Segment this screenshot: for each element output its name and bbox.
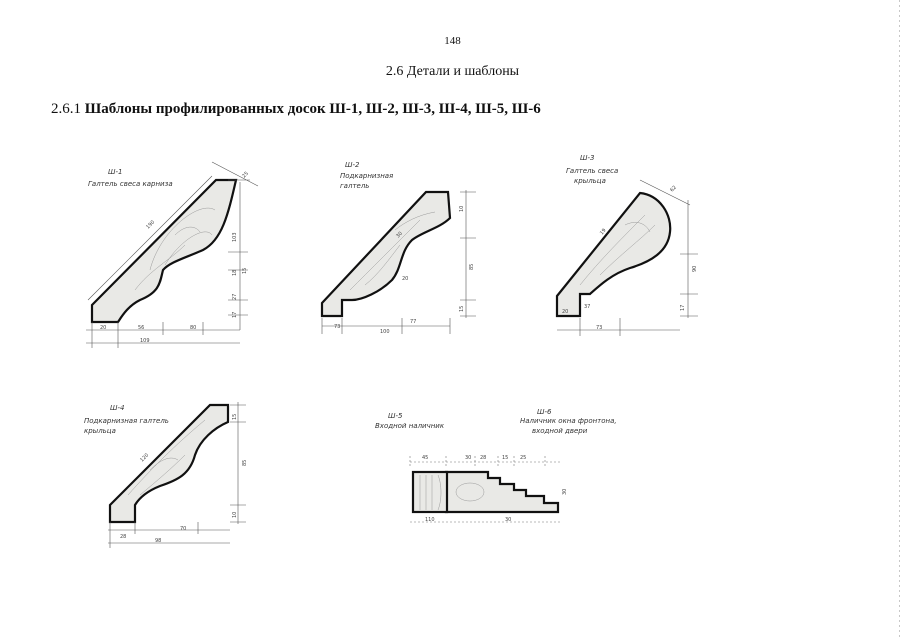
template-sh3-caption-line2: крыльца (574, 177, 606, 185)
dim-label: 28 (120, 534, 127, 540)
dim-label: 190 (145, 219, 157, 231)
dim-label: 10 (459, 205, 465, 212)
template-sh1-id: Ш-1 (108, 168, 123, 176)
template-sh3 (557, 154, 698, 336)
template-sh1-profile (92, 180, 236, 322)
dim-label: 73 (334, 324, 341, 330)
dim-label: 85 (242, 459, 248, 466)
dim-label: 30 (395, 230, 404, 240)
dim-label: 17 (680, 304, 686, 311)
dim-label: 70 (180, 526, 187, 532)
dim-label: 37 (584, 304, 591, 310)
dim-label: 90 (692, 265, 698, 272)
dim-label: 20 (402, 276, 409, 282)
dim-label: 15 (242, 267, 248, 274)
dim-label: 20 (100, 325, 107, 331)
dim-label: 25 (520, 455, 527, 461)
dim-label: 10 (232, 511, 238, 518)
dim-label: 77 (410, 319, 417, 325)
dim-label: 27 (232, 293, 238, 300)
template-sh1-caption: Галтель свеса карниза (88, 180, 173, 188)
template-sh2-caption-line2: галтель (340, 182, 370, 190)
template-sh3-id: Ш-3 (580, 154, 595, 162)
dim-label: 110 (425, 517, 435, 523)
template-sh2 (322, 161, 476, 335)
dim-label: 30 (465, 455, 472, 461)
dim-label: 17 (232, 311, 238, 318)
template-sh1 (86, 162, 258, 348)
template-sh6-caption-line1: Наличник окна фронтона, (520, 417, 617, 425)
template-sh6-caption-line2: входной двери (532, 427, 588, 435)
template-sh5-profile (413, 472, 447, 512)
dim-label: 73 (596, 325, 603, 331)
dim-label: 85 (469, 263, 475, 270)
template-sh3-profile (557, 193, 670, 316)
subsection-title: Шаблоны профилированных досок Ш-1, Ш-2, Ш-3, Ш-4, Ш-5, Ш-6 (84, 101, 541, 117)
template-sh6-profile (446, 472, 558, 512)
dim-label: 30 (505, 517, 512, 523)
subsection-number: 2.6.1 (51, 101, 81, 117)
template-sh5-caption: Входной наличник (375, 422, 445, 430)
template-sh6-id: Ш-6 (537, 408, 552, 416)
template-sh4-id: Ш-4 (110, 404, 125, 412)
template-sh4-caption-line2: крыльца (84, 427, 116, 435)
template-sh2-caption-line1: Подкарнизная (340, 172, 394, 180)
dim-label: 15 (459, 305, 465, 312)
dim-label: 80 (190, 325, 197, 331)
dim-label: 30 (562, 488, 568, 495)
template-sh5-sh6 (375, 408, 617, 523)
template-sh2-id: Ш-2 (345, 161, 360, 169)
template-sh4-caption-line1: Подкарнизная галтель (84, 417, 169, 425)
dim-label: 103 (232, 232, 238, 242)
dim-label: 98 (155, 538, 162, 544)
template-sh4 (84, 402, 248, 548)
dim-label: 19 (598, 227, 608, 237)
dim-label: 100 (380, 329, 390, 335)
template-sh5-id: Ш-5 (388, 412, 403, 420)
dim-label: 28 (480, 455, 487, 461)
page-number: 148 (444, 35, 461, 47)
dim-label: 25 (241, 170, 250, 180)
template-sh3-caption-line1: Галтель свеса (566, 167, 619, 175)
dim-label: 20 (562, 309, 569, 315)
dim-label: 15 (232, 413, 238, 420)
dim-label: 15 (502, 455, 509, 461)
dim-label: 56 (138, 325, 145, 331)
dim-label: 120 (139, 452, 151, 464)
dim-label: 18 (232, 269, 238, 276)
dim-label: 45 (422, 455, 429, 461)
dim-label: 62 (669, 184, 678, 194)
dim-label: 109 (140, 338, 150, 344)
section-heading: 2.6 Детали и шаблоны (385, 64, 520, 79)
